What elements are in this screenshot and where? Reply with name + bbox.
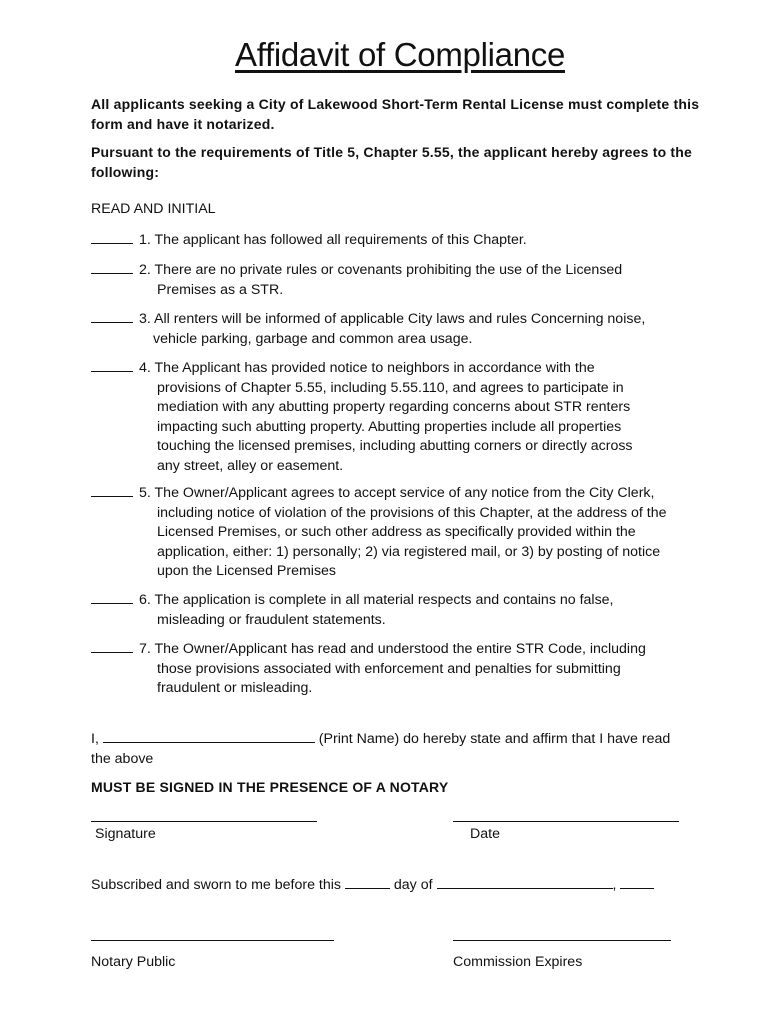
- notary-public-line[interactable]: [91, 940, 334, 941]
- signature-line[interactable]: [91, 821, 317, 822]
- item-continuation: including notice of violation of the provisions of this Chapter, at the address of the: [157, 504, 667, 521]
- item-continuation: provisions of Chapter 5.55, including 5.55.110, and agrees to participate in: [157, 379, 624, 396]
- list-item: [91, 259, 711, 300]
- item-continuation: fraudulent or misleading.: [157, 680, 313, 696]
- item-text: 1. The applicant has followed all requirements of this Chapter.: [139, 232, 527, 248]
- statement-prefix: I,: [91, 731, 99, 747]
- read-initial-heading: READ AND INITIAL: [91, 201, 216, 217]
- item-continuation: application, either: 1) personally; 2) via registered mail, or 3) by posting of notice: [157, 543, 661, 560]
- initial-line[interactable]: [91, 589, 133, 604]
- item-continuation: upon the Licensed Premises: [157, 563, 337, 579]
- print-name-statement: [91, 728, 711, 769]
- statement-suffix: (Print Name) do hereby state and affirm that I have read: [318, 731, 671, 747]
- item-continuation: any street, alley or easement.: [157, 457, 344, 474]
- item-text: 4. The Applicant has provided notice to neighbors in accordance with the: [139, 360, 595, 376]
- sworn-day: day of: [393, 877, 433, 893]
- item-continuation: Licensed Premises, or such other address as specifically provided within the: [157, 524, 636, 540]
- list-item: [91, 229, 711, 251]
- month-line[interactable]: [437, 874, 613, 889]
- item-continuation: impacting such abutting property. Abutting properties include all properties: [157, 418, 622, 435]
- item-text: 3. All renters will be informed of applicable City laws and rules Concerning noise,: [139, 311, 646, 327]
- item-continuation: mediation with any abutting property regarding concerns about STR renters: [157, 399, 631, 415]
- date-line[interactable]: [453, 821, 679, 822]
- item-continuation: vehicle parking, garbage and common area usage.: [153, 330, 473, 347]
- list-item: [91, 308, 711, 349]
- item-text: 6. The application is complete in all material respects and contains no false,: [139, 592, 614, 608]
- notary-public-label: Notary Public: [91, 954, 176, 970]
- commission-line[interactable]: [453, 940, 671, 941]
- item-continuation: Premises as a STR.: [157, 281, 284, 298]
- initial-line[interactable]: [91, 229, 133, 244]
- commission-label: Commission Expires: [453, 954, 583, 970]
- list-item: [91, 638, 711, 699]
- item-text: 2. There are no private rules or covenants prohibiting the use of the Licensed: [139, 262, 623, 278]
- item-text: 7. The Owner/Applicant has read and understood the entire STR Code, including: [139, 641, 646, 657]
- item-continuation: touching the licensed premises, including abutting corners or directly across: [157, 438, 633, 454]
- list-item: [91, 357, 711, 476]
- initial-line[interactable]: [91, 308, 133, 323]
- list-item: [91, 589, 711, 630]
- page-title: Affidavit of Compliance: [235, 36, 565, 73]
- signature-label: Signature: [95, 826, 156, 842]
- intro-paragraph: All applicants seeking a City of Lakewood Short-Term Rental License must complete this form and have it notarized.: [91, 96, 700, 132]
- print-name-line[interactable]: [103, 728, 315, 743]
- day-line[interactable]: [345, 874, 390, 889]
- sworn-prefix: Subscribed and sworn to me before this: [91, 877, 341, 893]
- notary-notice: MUST BE SIGNED IN THE PRESENCE OF A NOTARY: [91, 779, 449, 795]
- date-label: Date: [470, 826, 500, 842]
- initial-line[interactable]: [91, 482, 133, 497]
- list-item: [91, 482, 711, 582]
- statement-line2: the above: [91, 750, 154, 767]
- pursuant-paragraph: Pursuant to the requirements of Title 5, Chapter 5.55, the applicant hereby agrees to the following:: [91, 144, 693, 180]
- initial-line[interactable]: [91, 357, 133, 372]
- sworn-statement: [91, 874, 731, 896]
- item-text: 5. The Owner/Applicant agrees to accept service of any notice from the City Clerk,: [139, 485, 655, 501]
- initial-line[interactable]: [91, 638, 133, 653]
- sworn-comma: ,: [612, 877, 617, 893]
- initial-line[interactable]: [91, 259, 133, 274]
- item-continuation: misleading or fraudulent statements.: [157, 611, 386, 628]
- item-continuation: those provisions associated with enforcement and penalties for submitting: [157, 660, 621, 677]
- year-line[interactable]: [620, 874, 654, 889]
